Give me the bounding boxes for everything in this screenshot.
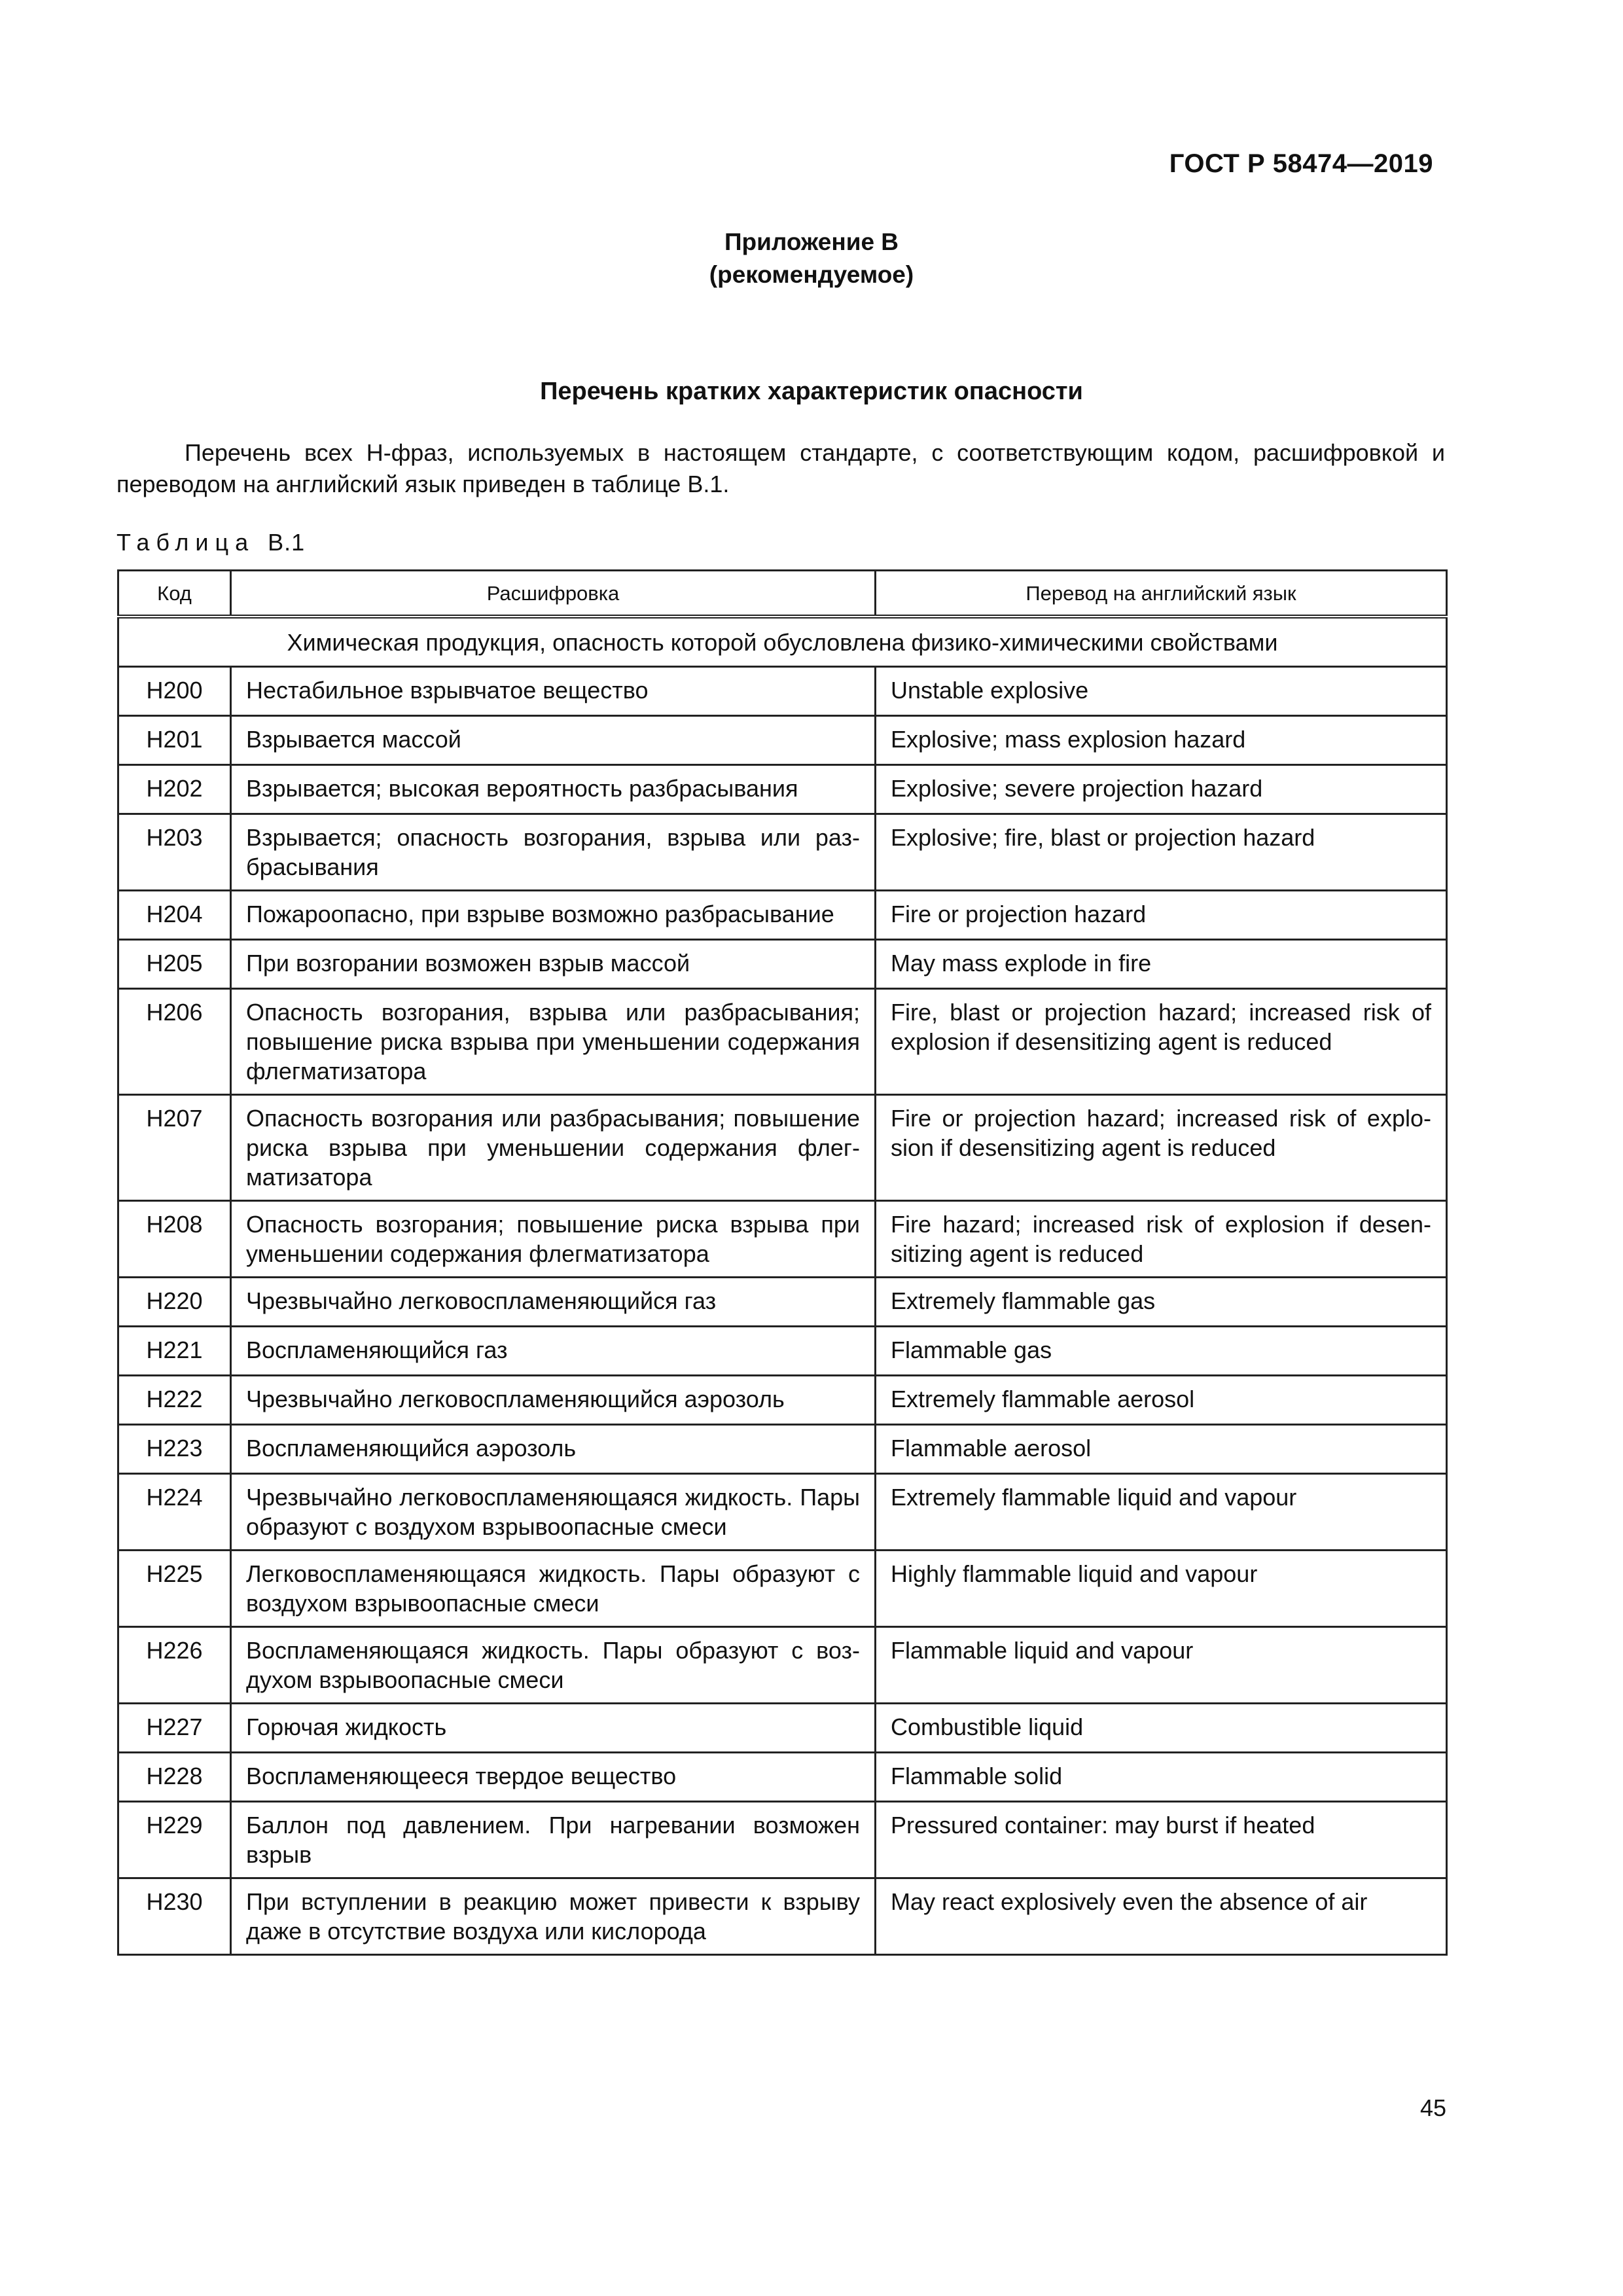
ru-cell: Воспламеняющаяся жидкость. Пары образуют с воздухом взрывоопасные смеси xyxy=(231,1627,876,1704)
ru-cell: При вступлении в реакцию может привести к взрыву даже в отсутствие воздуха или кислорода xyxy=(231,1878,876,1955)
ru-cell: Взрывается; высокая вероятность разбрасывания xyxy=(231,765,876,814)
en-cell: Pressured container: may burst if heated xyxy=(876,1802,1447,1878)
table-row xyxy=(118,891,1447,940)
table-row xyxy=(118,1753,1447,1802)
table-row xyxy=(118,765,1447,814)
hazard-table xyxy=(117,569,1448,1956)
ru-cell: Горючая жидкость xyxy=(231,1704,876,1753)
ru-cell: Воспламеняющееся твердое вещество xyxy=(231,1753,876,1802)
ru-cell: Воспламеняющийся газ xyxy=(231,1327,876,1376)
ru-cell: Нестабильное взрывчатое вещество xyxy=(231,667,876,716)
ru-cell: Легковоспламеняющаяся жидкость. Пары образуют с воздухом взрывоопасные смеси xyxy=(231,1551,876,1627)
code-cell: Н202 xyxy=(118,765,231,814)
code-cell: Н203 xyxy=(118,814,231,891)
code-cell: Н230 xyxy=(118,1878,231,1955)
code-cell: Н222 xyxy=(118,1376,231,1425)
ru-cell: Баллон под давлением. При нагревании возможен взрыв xyxy=(231,1802,876,1878)
en-cell: Explosive; severe projection hazard xyxy=(876,765,1447,814)
code-cell: Н229 xyxy=(118,1802,231,1878)
header-code: Код xyxy=(118,571,231,617)
ru-cell: Чрезвычайно легковоспламеняющаяся жидкость. Пары образуют с воздухом взрывоопасные смеси xyxy=(231,1474,876,1551)
ru-cell: Опасность возгорания, взрыва или разбрасывания; повышение риска взрыва при уменьшении содержания флегматизатора xyxy=(231,989,876,1095)
en-cell: Flammable liquid and vapour xyxy=(876,1627,1447,1704)
header-en: Перевод на английский язык xyxy=(876,571,1447,617)
en-cell: Explosive; fire, blast or projection hazard xyxy=(876,814,1447,891)
en-cell: Extremely flammable gas xyxy=(876,1278,1447,1327)
group-label: Химическая продукция, опасность которой обусловлена физико-химическими свойствами xyxy=(118,617,1447,667)
en-cell: Highly flammable liquid and vapour xyxy=(876,1551,1447,1627)
code-cell: Н225 xyxy=(118,1551,231,1627)
ru-cell: Опасность возгорания; повышение риска взрыва при уменьшении содержания флегматизатора xyxy=(231,1201,876,1278)
code-cell: Н207 xyxy=(118,1095,231,1201)
en-cell: Unstable explosive xyxy=(876,667,1447,716)
table-row xyxy=(118,1627,1447,1704)
code-cell: Н201 xyxy=(118,716,231,765)
ru-cell: Чрезвычайно легковоспламеняющийся газ xyxy=(231,1278,876,1327)
appendix-title: Приложение В xyxy=(724,228,899,255)
en-cell: Extremely flammable liquid and vapour xyxy=(876,1474,1447,1551)
appendix-heading xyxy=(0,226,1623,291)
ru-cell: Опасность возгорания или разбрасывания; повышение риска взрыва при уменьшении содержания флегматизатора xyxy=(231,1095,876,1201)
table-caption-word: Таблица xyxy=(116,529,255,556)
table-row xyxy=(118,814,1447,891)
code-cell: Н226 xyxy=(118,1627,231,1704)
code-cell: Н200 xyxy=(118,667,231,716)
ru-cell: Взрывается; опасность возгорания, взрыва или разбрасывания xyxy=(231,814,876,891)
code-cell: Н223 xyxy=(118,1425,231,1474)
en-cell: Flammable aerosol xyxy=(876,1425,1447,1474)
table-row xyxy=(118,1201,1447,1278)
table-row xyxy=(118,1425,1447,1474)
table-row xyxy=(118,1095,1447,1201)
page-number: 45 xyxy=(1419,2094,1446,2121)
table-row xyxy=(118,1878,1447,1955)
intro-paragraph: Перечень всех Н-фраз, используемых в настоящем стандарте, с соответствующим кодом, расшифровкой и переводом на английский язык приведен в таблице В.1. xyxy=(116,439,1445,497)
en-cell: Explosive; mass explosion hazard xyxy=(876,716,1447,765)
ru-cell: При возгорании возможен взрыв массой xyxy=(231,940,876,989)
table-header-row xyxy=(118,571,1447,617)
table-row xyxy=(118,940,1447,989)
code-cell: Н228 xyxy=(118,1753,231,1802)
code-cell: Н220 xyxy=(118,1278,231,1327)
table-row xyxy=(118,989,1447,1095)
ru-cell: Чрезвычайно легковоспламеняющийся аэрозоль xyxy=(231,1376,876,1425)
table-caption xyxy=(116,529,305,556)
code-cell: Н221 xyxy=(118,1327,231,1376)
code-cell: Н224 xyxy=(118,1474,231,1551)
table-row xyxy=(118,1327,1447,1376)
en-cell: Fire hazard; increased risk of explosion if desensitizing agent is reduced xyxy=(876,1201,1447,1278)
table-row xyxy=(118,1551,1447,1627)
table-row xyxy=(118,1376,1447,1425)
code-cell: Н204 xyxy=(118,891,231,940)
table-row xyxy=(118,1704,1447,1753)
en-cell: Fire or projection hazard xyxy=(876,891,1447,940)
en-cell: Combustible liquid xyxy=(876,1704,1447,1753)
ru-cell: Пожароопасно, при взрыве возможно разбрасывание xyxy=(231,891,876,940)
section-title: Перечень кратких характеристик опасности xyxy=(540,378,1083,405)
ru-cell: Воспламеняющийся аэрозоль xyxy=(231,1425,876,1474)
table-row xyxy=(118,1802,1447,1878)
en-cell: Fire or projection hazard; increased risk of explosion if desensitizing agent is reduced xyxy=(876,1095,1447,1201)
table-row xyxy=(118,716,1447,765)
code-cell: Н208 xyxy=(118,1201,231,1278)
table-row xyxy=(118,1474,1447,1551)
code-cell: Н206 xyxy=(118,989,231,1095)
code-cell: Н227 xyxy=(118,1704,231,1753)
en-cell: Extremely flammable aerosol xyxy=(876,1376,1447,1425)
table-row xyxy=(118,1278,1447,1327)
en-cell: May react explosively even the absence of air xyxy=(876,1878,1447,1955)
header-ru: Расшифровка xyxy=(231,571,876,617)
en-cell: May mass explode in fire xyxy=(876,940,1447,989)
en-cell: Flammable gas xyxy=(876,1327,1447,1376)
appendix-status: (рекомендуемое) xyxy=(709,261,914,288)
table-caption-number: В.1 xyxy=(268,529,306,556)
code-cell: Н205 xyxy=(118,940,231,989)
ru-cell: Взрывается массой xyxy=(231,716,876,765)
table-row xyxy=(118,667,1447,716)
en-cell: Flammable solid xyxy=(876,1753,1447,1802)
table-group-row xyxy=(118,617,1447,667)
en-cell: Fire, blast or projection hazard; increased risk of explosion if desensitizing agent is reduced xyxy=(876,989,1447,1095)
standard-designation: ГОСТ Р 58474—2019 xyxy=(1169,149,1433,178)
